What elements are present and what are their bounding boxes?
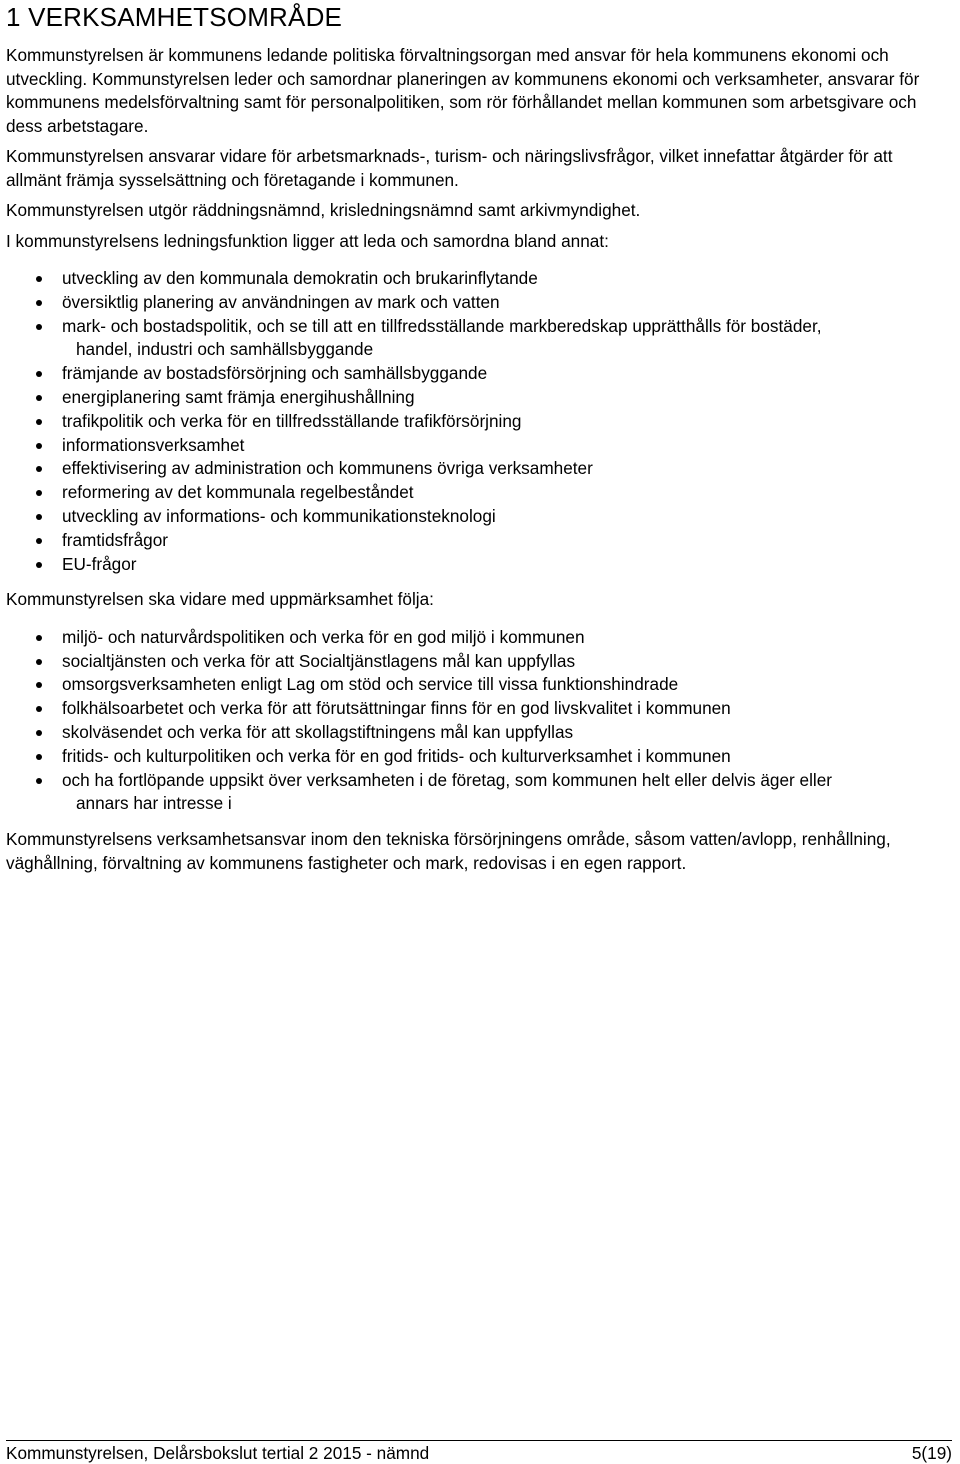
list-item: mark- och bostadspolitik, och se till att en tillfredsställande markberedskap upprätthålls för bostäder, handel, industri och samhällsbyggande <box>6 315 950 363</box>
list-item: utveckling av den kommunala demokratin och brukarinflytande <box>6 267 950 291</box>
list-item: informationsverksamhet <box>6 434 950 458</box>
list-item: främjande av bostadsförsörjning och samhällsbyggande <box>6 362 950 386</box>
list-item: och ha fortlöpande uppsikt över verksamheten i de företag, som kommunen helt eller delvis äger eller annars har intresse i <box>6 769 950 817</box>
bullet-icon <box>36 778 42 784</box>
bullet-icon <box>36 562 42 568</box>
footer-document-title: Kommunstyrelsen, Delårsbokslut tertial 2 2015 - nämnd <box>6 1443 430 1463</box>
document-body <box>6 44 950 882</box>
paragraph-leadership-intro: I kommunstyrelsens ledningsfunktion ligger att leda och samordna bland annat: <box>6 230 609 251</box>
bullet-icon <box>36 300 42 306</box>
attention-list <box>6 626 950 816</box>
bullet-icon <box>36 466 42 472</box>
list-item: trafikpolitik och verka för en tillfredsställande trafikförsörjning <box>6 410 950 434</box>
list-item: energiplanering samt främja energihushållning <box>6 386 950 410</box>
section-heading: 1 VERKSAMHETSOMRÅDE <box>6 2 343 32</box>
list-item: omsorgsverksamheten enligt Lag om stöd och service till vissa funktionshindrade <box>6 673 950 697</box>
paragraph-authorities: Kommunstyrelsen utgör räddningsnämnd, krisledningsnämnd samt arkivmyndighet. <box>6 200 641 220</box>
bullet-icon <box>36 276 42 282</box>
paragraph-intro: Kommunstyrelsen är kommunens ledande politiska förvaltningsorgan med ansvar för hela kommunens ekonomi och utveckling. Kommunstyrelsen leder och samordnar planeringen av kommunens ekonomi och verksamheter, ansvarar för kommunens medelsförvaltning samt för personalpolitiken, som rör förhållandet mellan kommunen som arbetsgivare och dess arbetstagare. <box>6 45 920 136</box>
list-item: reformering av det kommunala regelbeståndet <box>6 481 950 505</box>
leadership-list <box>6 267 950 576</box>
list-item: översiktlig planering av användningen av mark och vatten <box>6 291 950 315</box>
bullet-icon <box>36 371 42 377</box>
list-item: skolväsendet och verka för att skollagstiftningens mål kan uppfyllas <box>6 721 950 745</box>
list-item: effektivisering av administration och kommunens övriga verksamheter <box>6 457 950 481</box>
footer-page-number: 5(19) <box>911 1443 952 1463</box>
paragraph-technical: Kommunstyrelsens verksamhetsansvar inom den tekniska försörjningens område, såsom vatten/avlopp, renhållning, väghållning, förvaltning av kommunens fastigheter och mark, redovisas i en egen rapport. <box>6 829 891 873</box>
bullet-icon <box>36 635 42 641</box>
bullet-icon <box>36 490 42 496</box>
paragraph-attention-intro: Kommunstyrelsen ska vidare med uppmärksamhet följa: <box>6 589 434 610</box>
list-item: EU-frågor <box>6 553 950 577</box>
list-item: folkhälsoarbetet och verka för att förutsättningar finns för en god livskvalitet i kommunen <box>6 697 950 721</box>
list-item: framtidsfrågor <box>6 529 950 553</box>
list-item-continuation: annars har intresse i <box>76 793 232 814</box>
page-footer <box>6 1440 952 1463</box>
bullet-icon <box>36 538 42 544</box>
list-item-continuation: handel, industri och samhällsbyggande <box>76 339 374 360</box>
bullet-icon <box>36 754 42 760</box>
bullet-icon <box>36 659 42 665</box>
bullet-icon <box>36 706 42 712</box>
bullet-icon <box>36 682 42 688</box>
bullet-icon <box>36 443 42 449</box>
list-item: fritids- och kulturpolitiken och verka för en god fritids- och kulturverksamhet i kommunen <box>6 745 950 769</box>
bullet-icon <box>36 395 42 401</box>
list-item: socialtjänsten och verka för att Socialtjänstlagens mål kan uppfyllas <box>6 650 950 674</box>
bullet-icon <box>36 324 42 330</box>
list-item: miljö- och naturvårdspolitiken och verka för en god miljö i kommunen <box>6 626 950 650</box>
bullet-icon <box>36 419 42 425</box>
paragraph-labour-market: Kommunstyrelsen ansvarar vidare för arbetsmarknads-, turism- och näringslivsfrågor, vilket innefattar åtgärder för att allmänt främja sysselsättning och företagande i kommunen. <box>6 146 893 190</box>
bullet-icon <box>36 514 42 520</box>
list-item: utveckling av informations- och kommunikationsteknologi <box>6 505 950 529</box>
bullet-icon <box>36 730 42 736</box>
